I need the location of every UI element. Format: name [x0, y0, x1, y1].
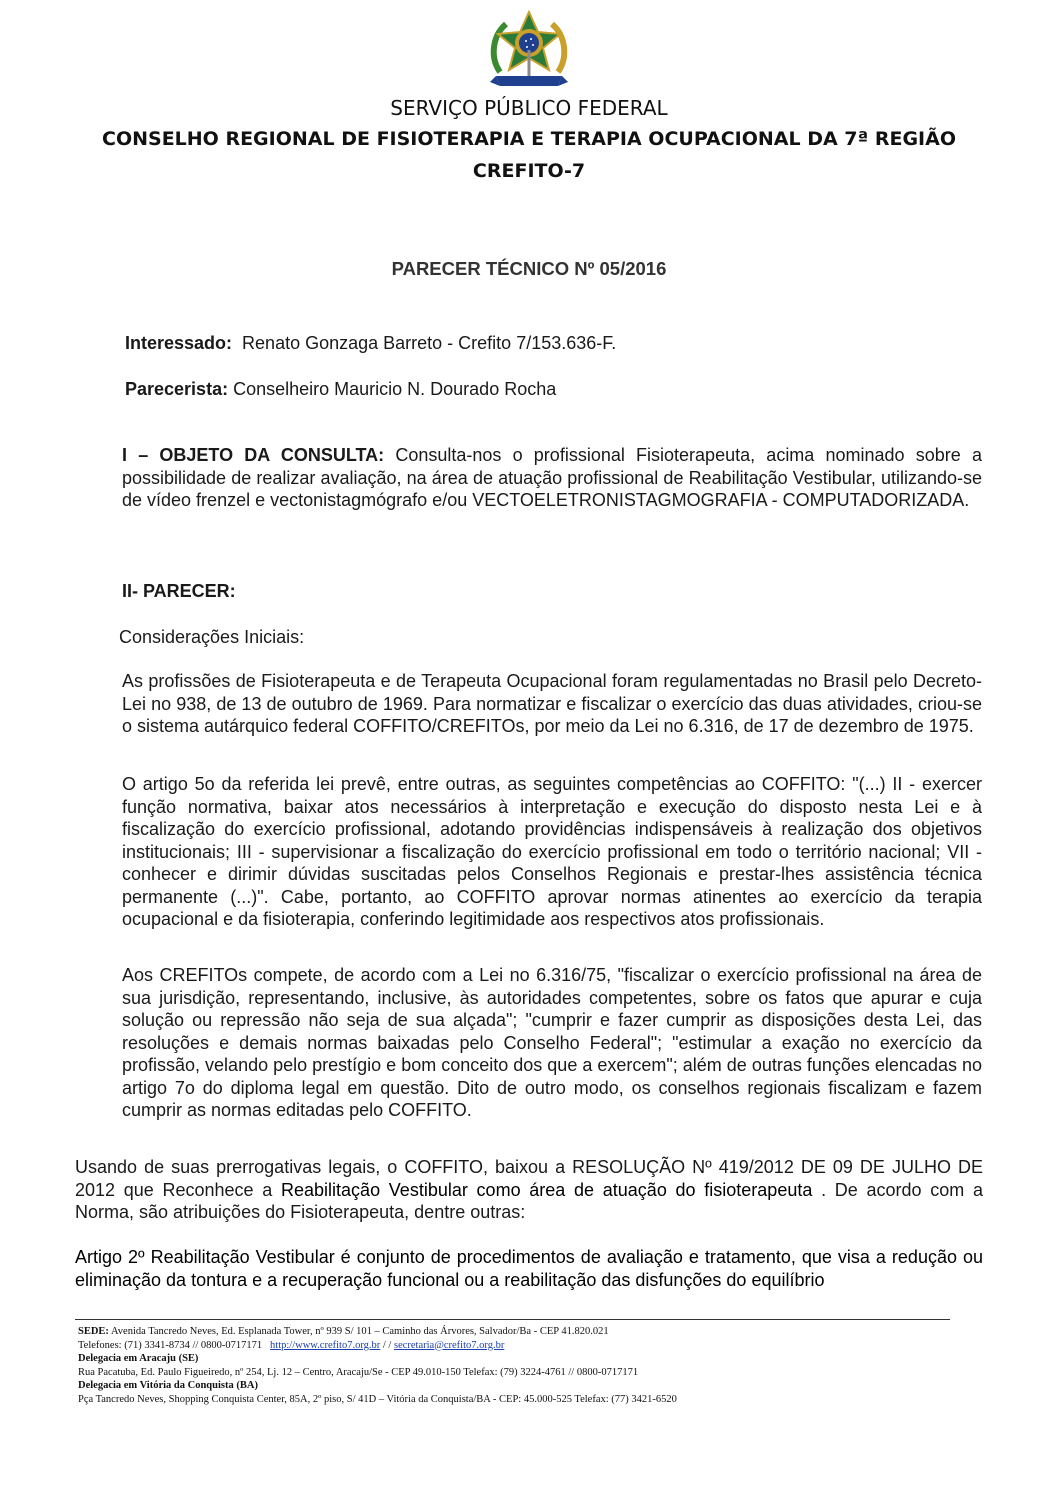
section-objeto-label: I – OBJETO DA CONSULTA:	[122, 445, 385, 465]
footer-telefones: Telefones: (71) 3341-8734 // 0800-0717171	[78, 1339, 271, 1351]
resolucao-highlight: Reabilitação Vestibular como área de atuação do fisioterapeuta	[281, 1179, 822, 1200]
header-council-name: CONSELHO REGIONAL DE FISIOTERAPIA E TERAPIA OCUPACIONAL DA 7ª REGIÃO	[102, 128, 956, 150]
footer-aracaju-label: Delegacia em Aracaju (SE)	[78, 1353, 199, 1364]
document-title: PARECER TÉCNICO Nº 05/2016	[391, 258, 667, 279]
paragraph-regulamentacao: As profissões de Fisioterapeuta e de Terapeuta Ocupacional foram regulamentadas no Brasil pelo Decreto-Lei no 938, de 13 de outubro de 1969. Para normatizar e fiscalizar o exercício das duas atividades, criou-se o sistema autárquico federal COFFITO/CREFITOs, por meio da Lei no 6.316, de 17 de dezembro de 1975.	[122, 671, 982, 736]
parecerista-value: Conselheiro Mauricio N. Dourado Rocha	[228, 379, 557, 399]
resolucao-text-post: . De acordo com a Norma, são atribuições do Fisioterapeuta, dentre outras:	[75, 1179, 983, 1222]
section-objeto-consulta	[122, 444, 982, 512]
footer-website-link[interactable]: http://www.crefito7.org.br	[270, 1339, 381, 1351]
coat-of-arms-emblem	[486, 10, 572, 90]
header-service-name: SERVIÇO PÚBLICO FEDERAL	[390, 96, 668, 120]
paragraph-competencias-crefitos: Aos CREFITOs compete, de acordo com a Lei no 6.316/75, "fiscalizar o exercício profissional na área de sua jurisdição, representando, inclusive, às autoridades competentes, sobre os fatos que apurar e cuja solução ou repressão não seja de sua alçada"; "cumprir e fazer cumprir as disposições desta Lei, das resoluções e demais normas baixadas pelo Conselho Federal"; "estimular a exação no exercício da profissão, velando pelo prestígio e bom conceito dos que a exercem"; além de outras funções elencadas no artigo 7o do diploma legal em questão. Dito de outro modo, os conselhos regionais fiscalizam e fazem cumprir as normas editadas pelo COFFITO.	[122, 965, 982, 1120]
interessado-value: Renato Gonzaga Barreto - Crefito 7/153.636-F.	[232, 333, 617, 353]
paragraph-resolucao	[75, 1156, 983, 1224]
paragraph-competencias-coffito: O artigo 5o da referida lei prevê, entre outras, as seguintes competências ao COFFITO: "(...) II - exercer função normativa, baixar atos necessários à interpretação e execução do disposto nesta Lei e à fiscalização do exercício profissional, adotando providências indispensáveis à realização dos objetivos institucionais; III - supervisionar a fiscalização do exercício profissional em todo o território nacional; VII - conhecer e dirimir dúvidas suscitadas pelos Conselhos Regionais e prestar-lhes assistência técnica permanente (...)". Cabe, portanto, ao COFFITO aprovar normas atinentes ao exercício da terapia ocupacional e da fisioterapia, conferindo legitimidade aos respectivos atos profissionais.	[122, 774, 982, 929]
footer-sede-label: SEDE:	[78, 1326, 109, 1337]
parecerista-line	[125, 378, 945, 401]
parecerista-label: Parecerista:	[125, 379, 229, 399]
footer-contact-line	[78, 1339, 978, 1353]
footer-sede-text: Avenida Tancredo Neves, Ed. Esplanada Tower, nº 939 S/ 101 – Caminho das Árvores, Salvador/Ba - CEP 41.820.021	[108, 1326, 609, 1337]
footer-vitoria-label: Delegacia em Vitória da Conquista (BA)	[78, 1380, 258, 1391]
consideracoes-heading: Considerações Iniciais:	[119, 627, 305, 647]
footer-divider	[75, 1319, 950, 1320]
footer-aracaju-text: Rua Pacatuba, Ed. Paulo Figueiredo, nº 254, Lj. 12 – Centro, Aracaju/Se - CEP 49.010-150 Telefax: (79) 3224-4761 // 0800-0717171	[78, 1366, 639, 1378]
footer-email-link[interactable]: secretaria@crefito7.org.br	[393, 1339, 505, 1351]
interessado-label: Interessado:	[125, 333, 233, 353]
resolucao-text-pre: Usando de suas prerrogativas legais, o COFFITO, baixou a RESOLUÇÃO Nº 419/2012 DE 09 DE JULHO DE 2012 que Reconhece a	[75, 1157, 983, 1200]
header-acronym: CREFITO-7	[472, 160, 586, 182]
section-parecer-label: II- PARECER:	[122, 581, 236, 601]
footer-sede-line	[78, 1325, 978, 1339]
interessado-line	[125, 332, 945, 355]
footer-address-block	[78, 1325, 978, 1406]
footer-vitoria-text: Pça Tancredo Neves, Shopping Conquista Center, 85A, 2º piso, S/ 41D – Vitória da Conquista/BA - CEP: 45.000-525 Telefax: (77) 3421-6520	[78, 1393, 677, 1405]
footer-separator: / /	[380, 1339, 394, 1351]
paragraph-artigo-2: Artigo 2º Reabilitação Vestibular é conjunto de procedimentos de avaliação e tratamento, que visa a redução ou eliminação da tontura e a recuperação funcional ou a reabilitação das disfunções do equilíbrio	[75, 1247, 983, 1290]
section-objeto-text: Consulta-nos o profissional Fisioterapeuta, acima nominado sobre a possibilidade de realizar avaliação, na área de atuação profissional de Reabilitação Vestibular, utilizando-se de vídeo frenzel e vectonistagmógrafo e/ou VECTOELETRONISTAGMOGRAFIA - COMPUTADORIZADA.	[122, 445, 982, 510]
